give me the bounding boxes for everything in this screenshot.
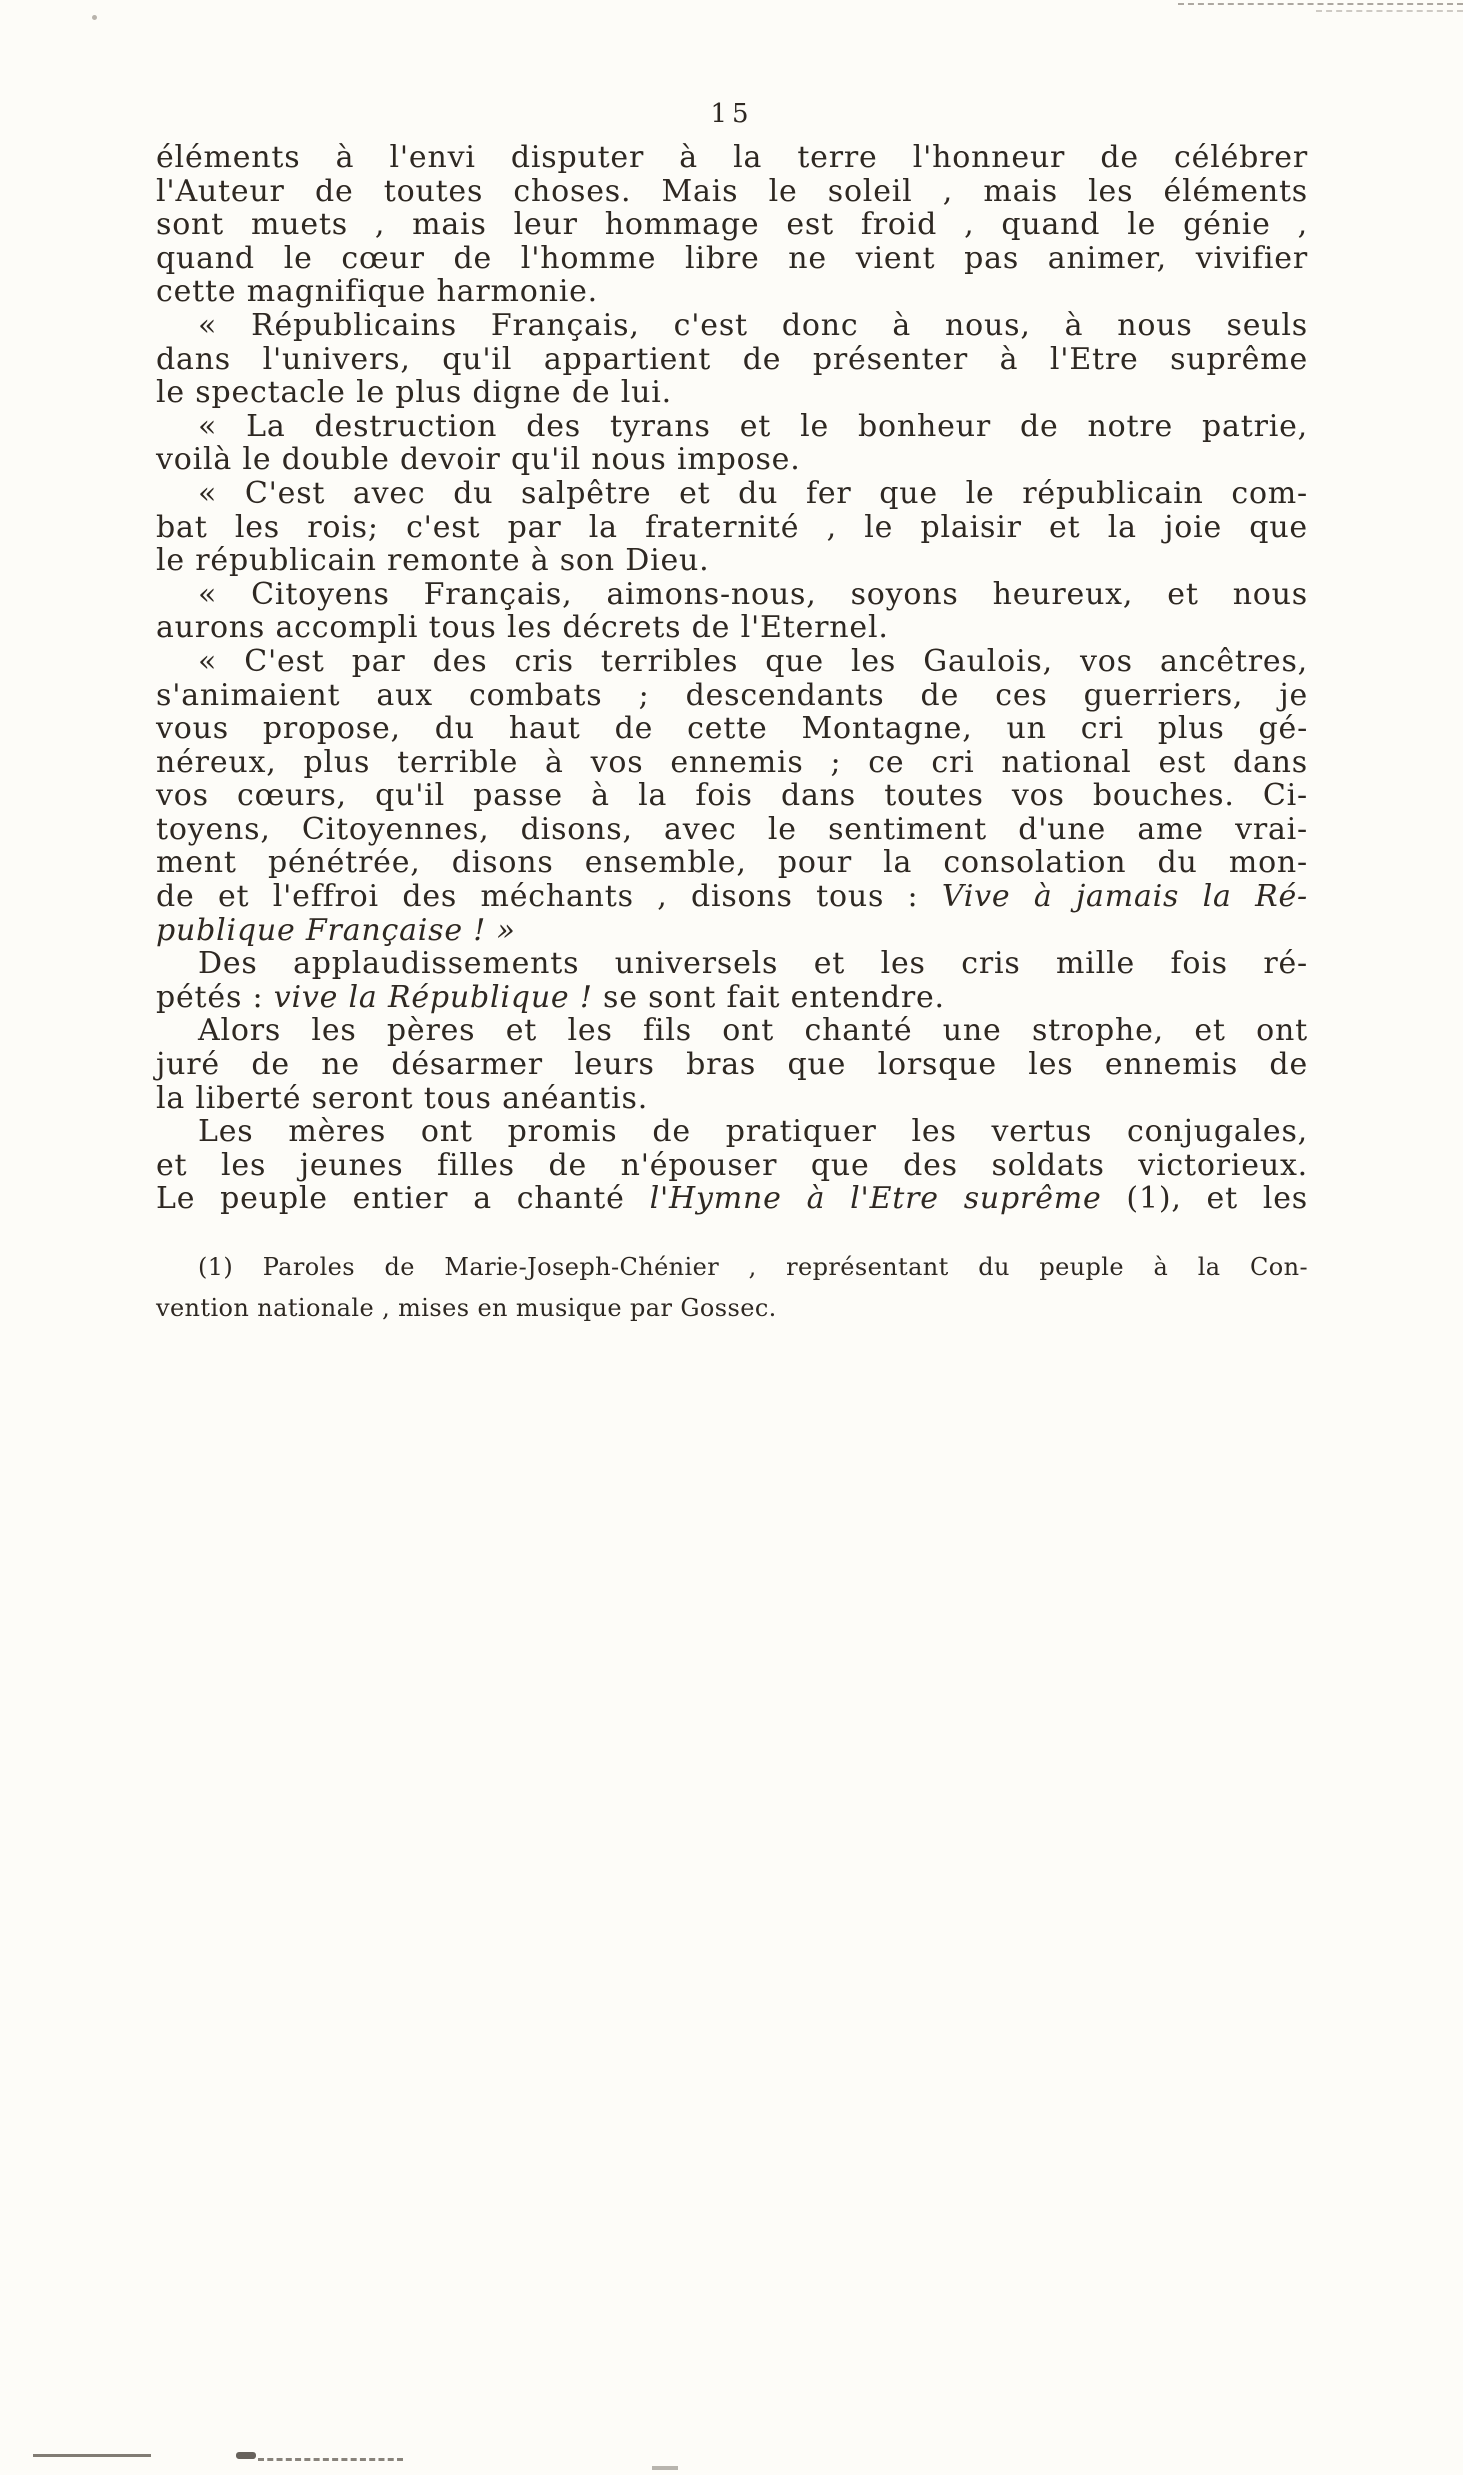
text-segment: voilà le double devoir qu'il nous impose.: [156, 442, 801, 478]
text-segment: « C'est avec du salpêtre et du fer que le républicain com-: [198, 475, 1308, 511]
page-number: 15: [710, 99, 754, 129]
text-line: [156, 141, 1308, 175]
scan-artifact: [652, 2466, 678, 2470]
text-line: [156, 846, 1308, 880]
text-segment: s'animaient aux combats ; descendants de ces guerriers, je: [156, 677, 1308, 713]
scan-artifact: [92, 15, 97, 20]
scan-artifact: [33, 2454, 151, 2457]
text-segment: éléments à l'envi disputer à la terre l'honneur de célébrer: [156, 140, 1308, 175]
text-line: [156, 981, 1308, 1015]
text-segment: cette magnifique harmonie.: [156, 274, 598, 310]
scan-artifact: [1178, 3, 1463, 5]
text-segment-italic: Vive à jamais la Ré-: [941, 879, 1308, 915]
text-line: [156, 779, 1308, 813]
text-line: [156, 511, 1308, 545]
text-segment-italic: vive la République !: [273, 979, 593, 1015]
text-line: [156, 1182, 1308, 1216]
text-segment: « C'est par des cris terribles que les Gaulois, vos ancêtres,: [198, 643, 1308, 679]
text-segment: le spectacle le plus digne de lui.: [156, 375, 672, 411]
text-segment: juré de ne désarmer leurs bras que lorsque les ennemis de: [156, 1047, 1308, 1083]
text-line: [156, 208, 1308, 242]
text-line: [156, 1149, 1308, 1183]
text-line: [156, 410, 1308, 444]
text-line: [156, 645, 1308, 679]
text-segment: vos cœurs, qu'il passe à la fois dans toutes vos bouches. Ci-: [156, 778, 1308, 814]
text-line: [156, 1115, 1308, 1149]
text-line: [156, 880, 1308, 914]
text-line: [156, 275, 1308, 309]
text-segment: toyens, Citoyennes, disons, avec le sentiment d'une ame vrai-: [156, 811, 1308, 847]
text-line: [156, 746, 1308, 780]
footnote: [156, 1247, 1308, 1329]
text-segment: bat les rois; c'est par la fraternité , le plaisir et la joie que: [156, 509, 1308, 545]
text-segment: vention nationale , mises en musique par Gossec.: [156, 1294, 777, 1322]
text-segment: et les jeunes filles de n'épouser que des soldats victorieux.: [156, 1147, 1308, 1183]
text-line: [156, 242, 1308, 276]
text-segment: pétés :: [156, 979, 274, 1015]
text-segment: quand le cœur de l'homme libre ne vient pas animer, vivifier: [156, 240, 1308, 276]
text-segment: sont muets , mais leur hommage est froid , quand le génie ,: [156, 207, 1308, 243]
scan-artifact: [236, 2452, 256, 2459]
text-segment-italic: publique Française ! »: [156, 912, 516, 948]
text-line: [156, 477, 1308, 511]
footnote-line: [156, 1247, 1308, 1288]
text-segment: « Citoyens Français, aimons-nous, soyons heureux, et nous: [198, 576, 1308, 612]
text-line: [156, 1014, 1308, 1048]
text-segment: néreux, plus terrible à vos ennemis ; ce cri national est dans: [156, 744, 1308, 780]
text-segment: Les mères ont promis de pratiquer les vertus conjugales,: [198, 1114, 1308, 1150]
text-segment: le républicain remonte à son Dieu.: [156, 543, 710, 579]
text-segment: se sont fait entendre.: [592, 979, 945, 1015]
text-segment: la liberté seront tous anéantis.: [156, 1080, 649, 1116]
text-line: [156, 1048, 1308, 1082]
text-line: [156, 544, 1308, 578]
text-segment: aurons accompli tous les décrets de l'Eternel.: [156, 610, 889, 646]
text-line: [156, 947, 1308, 981]
text-line: [156, 443, 1308, 477]
scan-artifact: [1316, 10, 1463, 12]
text-line: [156, 914, 1308, 948]
text-line: [156, 343, 1308, 377]
text-line: [156, 813, 1308, 847]
footnote-line: [156, 1288, 1308, 1329]
text-line: [156, 712, 1308, 746]
text-segment: l'Auteur de toutes choses. Mais le soleil , mais les éléments: [156, 173, 1308, 209]
text-line: [156, 679, 1308, 713]
text-segment: ment pénétrée, disons ensemble, pour la consolation du mon-: [156, 845, 1308, 881]
text-segment: vous propose, du haut de cette Montagne, un cri plus gé-: [156, 711, 1308, 747]
text-line: [156, 309, 1308, 343]
text-segment: « La destruction des tyrans et le bonheur de notre patrie,: [198, 408, 1308, 444]
text-line: [156, 611, 1308, 645]
text-segment: Des applaudissements universels et les cris mille fois ré-: [198, 946, 1308, 982]
text-segment: (1), et les: [1101, 1181, 1308, 1217]
scan-artifact: [258, 2458, 403, 2461]
text-line: [156, 175, 1308, 209]
text-segment-italic: l'Hymne à l'Etre suprême: [649, 1181, 1102, 1217]
text-segment: Alors les pères et les fils ont chanté une strophe, et ont: [198, 1013, 1308, 1049]
body-text: [156, 141, 1308, 1216]
text-line: [156, 376, 1308, 410]
text-segment: de et l'effroi des méchants , disons tous :: [156, 879, 942, 915]
text-segment: « Républicains Français, c'est donc à nous, à nous seuls: [198, 307, 1308, 343]
text-line: [156, 578, 1308, 612]
text-segment: Le peuple entier a chanté: [156, 1181, 650, 1217]
text-line: [156, 1082, 1308, 1116]
text-segment: dans l'univers, qu'il appartient de présenter à l'Etre suprême: [156, 341, 1308, 377]
text-segment: (1) Paroles de Marie-Joseph-Chénier , représentant du peuple à la Con-: [198, 1253, 1308, 1281]
